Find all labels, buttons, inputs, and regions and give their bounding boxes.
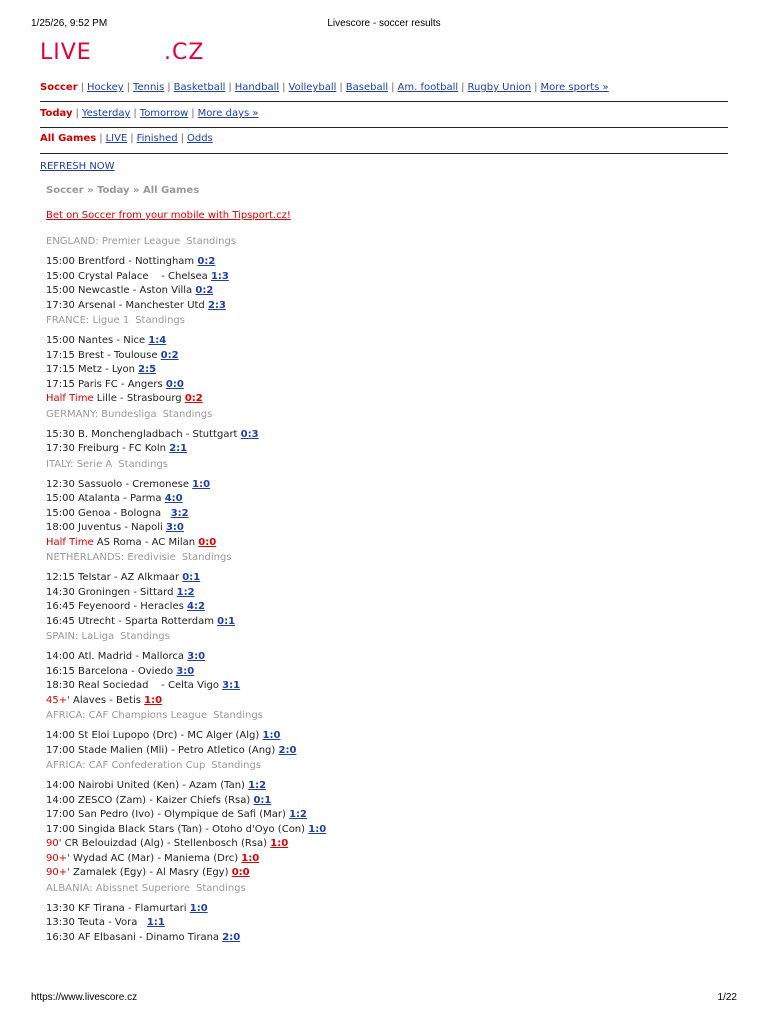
match-score-link[interactable]: 1:4 — [148, 335, 167, 346]
day-tab-today[interactable]: Today — [40, 108, 73, 119]
standings-link[interactable]: Standings — [181, 552, 232, 563]
match-time: 16:15 — [46, 665, 75, 677]
match-teams: Crystal Palace - Chelsea — [78, 270, 208, 282]
match-score-link[interactable]: 4:2 — [187, 601, 205, 612]
match-row[interactable] — [46, 255, 706, 270]
match-score-link[interactable]: 0:0 — [231, 867, 250, 878]
match-time: 13:30 — [46, 917, 75, 928]
league-name: ENGLAND: Premier League — [46, 236, 181, 247]
match-time: 15:00 — [46, 335, 75, 346]
logo-live: LIVE — [40, 40, 92, 65]
match-score-link[interactable]: 3:0 — [176, 665, 195, 677]
match-teams: Juventus - Napoli — [78, 522, 163, 533]
match-time: 15:30 — [46, 428, 75, 440]
print-header — [31, 18, 737, 32]
match-score-link[interactable]: 1:2 — [248, 780, 267, 791]
match-row[interactable] — [46, 600, 706, 615]
match-score-link[interactable]: 0:2 — [160, 349, 179, 361]
games-filter-all-games[interactable]: All Games — [40, 133, 97, 144]
match-time: 12:15 — [46, 572, 75, 583]
match-time: 15:00 — [46, 270, 75, 282]
day-tab-more-days[interactable]: More days » — [197, 108, 259, 119]
match-teams: Atl. Madrid - Mallorca — [78, 651, 184, 662]
match-time: 18:00 — [46, 522, 75, 533]
match-score-link[interactable]: 3:2 — [170, 507, 189, 519]
sport-tab-separator: | — [534, 82, 538, 93]
match-row[interactable] — [46, 521, 706, 536]
match-score-link[interactable]: 0:2 — [184, 393, 203, 404]
match-teams: Sassuolo - Cremonese — [78, 478, 189, 490]
standings-link[interactable]: Standings — [135, 315, 185, 326]
match-row[interactable] — [46, 837, 706, 852]
match-teams: Alaves - Betis — [73, 694, 141, 706]
breadcrumb: Soccer » Today » All Games — [46, 185, 200, 196]
logo-cz: .CZ — [164, 40, 205, 65]
match-score-link[interactable]: 0:0 — [198, 536, 217, 548]
match-score-link[interactable]: 2:3 — [207, 299, 226, 311]
match-time: 12:30 — [46, 478, 75, 490]
match-row[interactable] — [46, 428, 706, 443]
sport-tab-more-sports[interactable]: More sports » — [540, 82, 609, 93]
print-title: Livescore - soccer results — [327, 18, 441, 29]
sport-tab-soccer[interactable]: Soccer — [40, 82, 78, 93]
match-score-link[interactable]: 1:2 — [176, 586, 195, 598]
match-score-link[interactable]: 1:0 — [189, 902, 208, 914]
match-score-link[interactable]: 1:3 — [210, 270, 229, 282]
match-row[interactable] — [46, 442, 706, 457]
league-name: SPAIN: LaLiga — [46, 631, 115, 642]
day-tab-separator: | — [75, 108, 79, 119]
match-time: 90+' — [46, 867, 70, 878]
league-name: ALBANIA: Abissnet Superiore — [46, 882, 190, 894]
print-url: https://www.livescore.cz — [31, 992, 138, 1003]
match-time: 14:30 — [46, 586, 75, 598]
match-time: 18:30 — [46, 680, 75, 691]
sport-tab-volleyball[interactable]: Volleyball — [288, 82, 337, 93]
match-score-link[interactable]: 1:0 — [270, 838, 289, 849]
sport-tab-basketball[interactable]: Basketball — [173, 82, 226, 93]
league-header — [46, 235, 706, 251]
match-teams: Telstar - AZ Alkmaar — [78, 572, 180, 583]
match-teams: B. Monchengladbach - Stuttgart — [78, 428, 238, 440]
match-teams: Brentford - Nottingham — [78, 256, 195, 267]
sport-tab-separator: | — [126, 82, 131, 93]
games-filter-separator: | — [130, 133, 134, 144]
match-row[interactable] — [46, 536, 706, 551]
match-teams: Zamalek (Egy) - Al Masry (Egy) — [73, 867, 229, 878]
standings-link[interactable]: Standings — [213, 710, 263, 721]
day-tab-tomorrow[interactable]: Tomorrow — [139, 108, 189, 119]
match-row[interactable] — [46, 679, 706, 694]
match-row[interactable] — [46, 794, 706, 809]
match-teams: Paris FC - Angers — [78, 378, 163, 390]
match-row[interactable] — [46, 916, 706, 931]
match-teams: Real Sociedad - Celta Vigo — [78, 680, 219, 691]
games-nav — [40, 133, 728, 154]
league-header — [46, 709, 706, 725]
match-row[interactable] — [46, 392, 706, 407]
games-filter-live[interactable]: LIVE — [105, 133, 128, 144]
match-row[interactable] — [46, 902, 706, 917]
match-score-link[interactable]: 1:0 — [192, 478, 211, 490]
standings-link[interactable]: Standings — [186, 236, 237, 247]
match-time: Half Time — [46, 393, 94, 404]
match-teams: KF Tirana - Flamurtari — [78, 902, 187, 914]
games-filter-finished[interactable]: Finished — [136, 133, 178, 144]
match-score-link[interactable]: 2:5 — [138, 364, 157, 375]
match-row[interactable] — [46, 694, 706, 709]
match-time: 90+' — [46, 852, 70, 864]
match-row[interactable] — [46, 284, 706, 299]
match-time: 17:30 — [46, 443, 75, 454]
match-teams: Lille - Strasbourg — [96, 393, 182, 404]
match-row[interactable] — [46, 492, 706, 507]
league-header — [46, 882, 706, 898]
games-filter-separator: | — [180, 133, 184, 144]
print-footer — [31, 992, 737, 1006]
match-time: 16:45 — [46, 615, 75, 627]
match-score-link[interactable]: 0:1 — [217, 615, 236, 627]
match-score-link[interactable]: 2:0 — [278, 744, 297, 756]
bet-banner-link[interactable]: Bet on Soccer from your mobile with Tipsport.cz! — [46, 210, 291, 221]
match-teams: San Pedro (Ivo) - Olympique de Safi (Mar) — [78, 809, 286, 820]
match-time: 45+' — [46, 694, 70, 706]
match-list — [46, 235, 706, 946]
match-row[interactable] — [46, 478, 706, 493]
match-score-link[interactable]: 1:2 — [289, 809, 307, 820]
match-teams: Freiburg - FC Koln — [78, 443, 167, 454]
match-row[interactable] — [46, 808, 706, 823]
league-name: AFRICA: CAF Confederation Cup — [46, 760, 206, 771]
sport-tab-rugby-union[interactable]: Rugby Union — [467, 82, 532, 93]
match-score-link[interactable]: 0:3 — [240, 428, 259, 440]
match-teams: Nantes - Nice — [78, 335, 146, 346]
match-time: 13:30 — [46, 902, 75, 914]
print-page-number: 1/22 — [717, 992, 737, 1003]
league-header — [46, 759, 706, 775]
match-teams: Utrecht - Sparta Rotterdam — [78, 615, 214, 627]
match-teams: Arsenal - Manchester Utd — [78, 299, 205, 311]
match-score-link[interactable]: 4:0 — [164, 493, 183, 504]
games-filter-odds[interactable]: Odds — [186, 133, 213, 144]
match-time: 90' — [46, 838, 62, 849]
match-score-link[interactable]: 1:1 — [146, 917, 165, 928]
match-row[interactable] — [46, 823, 706, 838]
standings-link[interactable]: Standings — [118, 458, 169, 470]
match-teams: Atalanta - Parma — [78, 493, 162, 504]
match-time: 17:15 — [46, 364, 75, 375]
match-teams: CR Belouizdad (Alg) - Stellenbosch (Rsa) — [64, 838, 268, 849]
match-teams: Singida Black Stars (Tan) - Otoho d'Oyo (Con) — [78, 823, 306, 835]
sport-tab-separator: | — [228, 82, 232, 93]
league-header — [46, 458, 706, 474]
sport-tab-separator: | — [391, 82, 395, 93]
match-teams: Brest - Toulouse — [78, 349, 158, 361]
match-time: 14:00 — [46, 780, 75, 791]
match-time: 15:00 — [46, 493, 75, 504]
match-teams: Wydad AC (Mar) - Maniema (Drc) — [73, 852, 239, 864]
day-tab-separator: | — [191, 108, 195, 119]
match-row[interactable] — [46, 586, 706, 601]
league-header — [46, 408, 706, 424]
match-teams: St Eloi Lupopo (Drc) - MC Alger (Alg) — [78, 730, 260, 741]
league-header — [46, 551, 706, 567]
match-time: 14:00 — [46, 651, 75, 662]
match-score-link[interactable]: 1:0 — [241, 852, 260, 864]
day-tab-separator: | — [133, 108, 137, 119]
match-teams: Groningen - Sittard — [78, 586, 174, 598]
match-row[interactable] — [46, 299, 706, 314]
match-row[interactable] — [46, 744, 706, 759]
match-time: 15:00 — [46, 285, 75, 296]
match-row[interactable] — [46, 931, 706, 946]
match-row[interactable] — [46, 852, 706, 867]
match-row[interactable] — [46, 729, 706, 744]
refresh-link-text[interactable]: REFRESH NOW — [40, 161, 115, 172]
match-row[interactable] — [46, 378, 706, 393]
standings-link[interactable]: Standings — [211, 760, 262, 771]
match-score-link[interactable]: 3:1 — [222, 680, 241, 691]
match-row[interactable] — [46, 665, 706, 680]
match-time: 14:00 — [46, 730, 75, 741]
match-row[interactable] — [46, 334, 706, 349]
sport-tab-separator: | — [339, 82, 343, 93]
league-name: ITALY: Serie A — [46, 458, 113, 470]
match-score-link[interactable]: 1:0 — [308, 823, 327, 835]
match-time: 17:15 — [46, 349, 75, 361]
match-row[interactable] — [46, 363, 706, 378]
sport-tab-hockey[interactable]: Hockey — [87, 82, 124, 93]
games-filter-separator: | — [99, 133, 103, 144]
match-row[interactable] — [46, 571, 706, 586]
match-time: 17:30 — [46, 299, 75, 311]
match-teams: Barcelona - Oviedo — [78, 665, 174, 677]
sport-tab-am-football[interactable]: Am. football — [397, 82, 459, 93]
match-score-link[interactable]: 0:2 — [195, 285, 214, 296]
match-teams: Stade Malien (Mli) - Petro Atletico (Ang) — [78, 744, 276, 756]
match-score-link[interactable]: 0:1 — [253, 794, 272, 806]
match-teams: Genoa - Bologna — [78, 507, 168, 519]
match-time: 15:00 — [46, 507, 75, 519]
sport-tab-separator: | — [80, 82, 85, 93]
match-score-link[interactable]: 2:1 — [169, 443, 188, 454]
sports-nav — [40, 82, 728, 102]
match-teams: Nairobi United (Ken) - Azam (Tan) — [78, 780, 245, 791]
days-nav — [40, 108, 728, 128]
standings-link[interactable]: Standings — [195, 882, 246, 894]
match-score-link[interactable]: 0:1 — [182, 572, 201, 583]
match-time: 17:00 — [46, 809, 75, 820]
match-time: 15:00 — [46, 256, 75, 267]
sport-tab-separator: | — [282, 82, 286, 93]
sport-tab-baseball[interactable]: Baseball — [345, 82, 389, 93]
standings-link[interactable]: Standings — [120, 631, 170, 642]
league-name: NETHERLANDS: Eredivisie — [46, 552, 176, 563]
day-tab-yesterday[interactable]: Yesterday — [81, 108, 131, 119]
match-teams: Feyenoord - Heracles — [78, 601, 184, 612]
match-teams: AS Roma - AC Milan — [96, 536, 196, 548]
standings-link[interactable]: Standings — [162, 408, 213, 420]
match-score-link[interactable]: 2:0 — [222, 931, 241, 943]
match-score-link[interactable]: 3:0 — [187, 651, 206, 662]
refresh-now-link[interactable] — [40, 161, 115, 172]
league-name: GERMANY: Bundesliga — [46, 408, 157, 420]
match-row[interactable] — [46, 615, 706, 630]
match-score-link[interactable]: 0:2 — [197, 256, 216, 267]
league-spacer — [46, 945, 706, 946]
sport-tab-separator: | — [167, 82, 171, 93]
match-time: 16:30 — [46, 931, 75, 943]
match-time: Half Time — [46, 536, 94, 548]
match-time: 17:15 — [46, 378, 75, 390]
match-time: 14:00 — [46, 794, 75, 806]
match-time: 17:00 — [46, 823, 75, 835]
match-teams: Newcastle - Aston Villa — [78, 285, 193, 296]
match-teams: ZESCO (Zam) - Kaizer Chiefs (Rsa) — [78, 794, 251, 806]
match-score-link[interactable]: 0:0 — [165, 378, 184, 390]
sport-tab-handball[interactable]: Handball — [234, 82, 280, 93]
match-teams: Metz - Lyon — [78, 364, 135, 375]
match-row[interactable] — [46, 349, 706, 364]
match-score-link[interactable]: 1:0 — [144, 694, 163, 706]
league-header — [46, 630, 706, 646]
match-row[interactable] — [46, 779, 706, 794]
league-name: AFRICA: CAF Champions League — [46, 710, 208, 721]
league-header — [46, 314, 706, 330]
match-row[interactable] — [46, 507, 706, 522]
match-row[interactable] — [46, 270, 706, 285]
match-score-link[interactable]: 1:0 — [262, 730, 281, 741]
match-score-link[interactable]: 3:0 — [165, 522, 184, 533]
match-time: 17:00 — [46, 744, 75, 756]
match-teams: Teuta - Vora — [78, 917, 144, 928]
sport-tab-tennis[interactable]: Tennis — [133, 82, 165, 93]
match-teams: AF Elbasani - Dinamo Tirana — [78, 931, 220, 943]
match-time: 16:45 — [46, 601, 75, 612]
league-name: FRANCE: Ligue 1 — [46, 315, 130, 326]
print-date: 1/25/26, 9:52 PM — [31, 18, 108, 29]
sport-tab-separator: | — [461, 82, 465, 93]
match-row[interactable] — [46, 866, 706, 881]
match-row[interactable] — [46, 650, 706, 665]
